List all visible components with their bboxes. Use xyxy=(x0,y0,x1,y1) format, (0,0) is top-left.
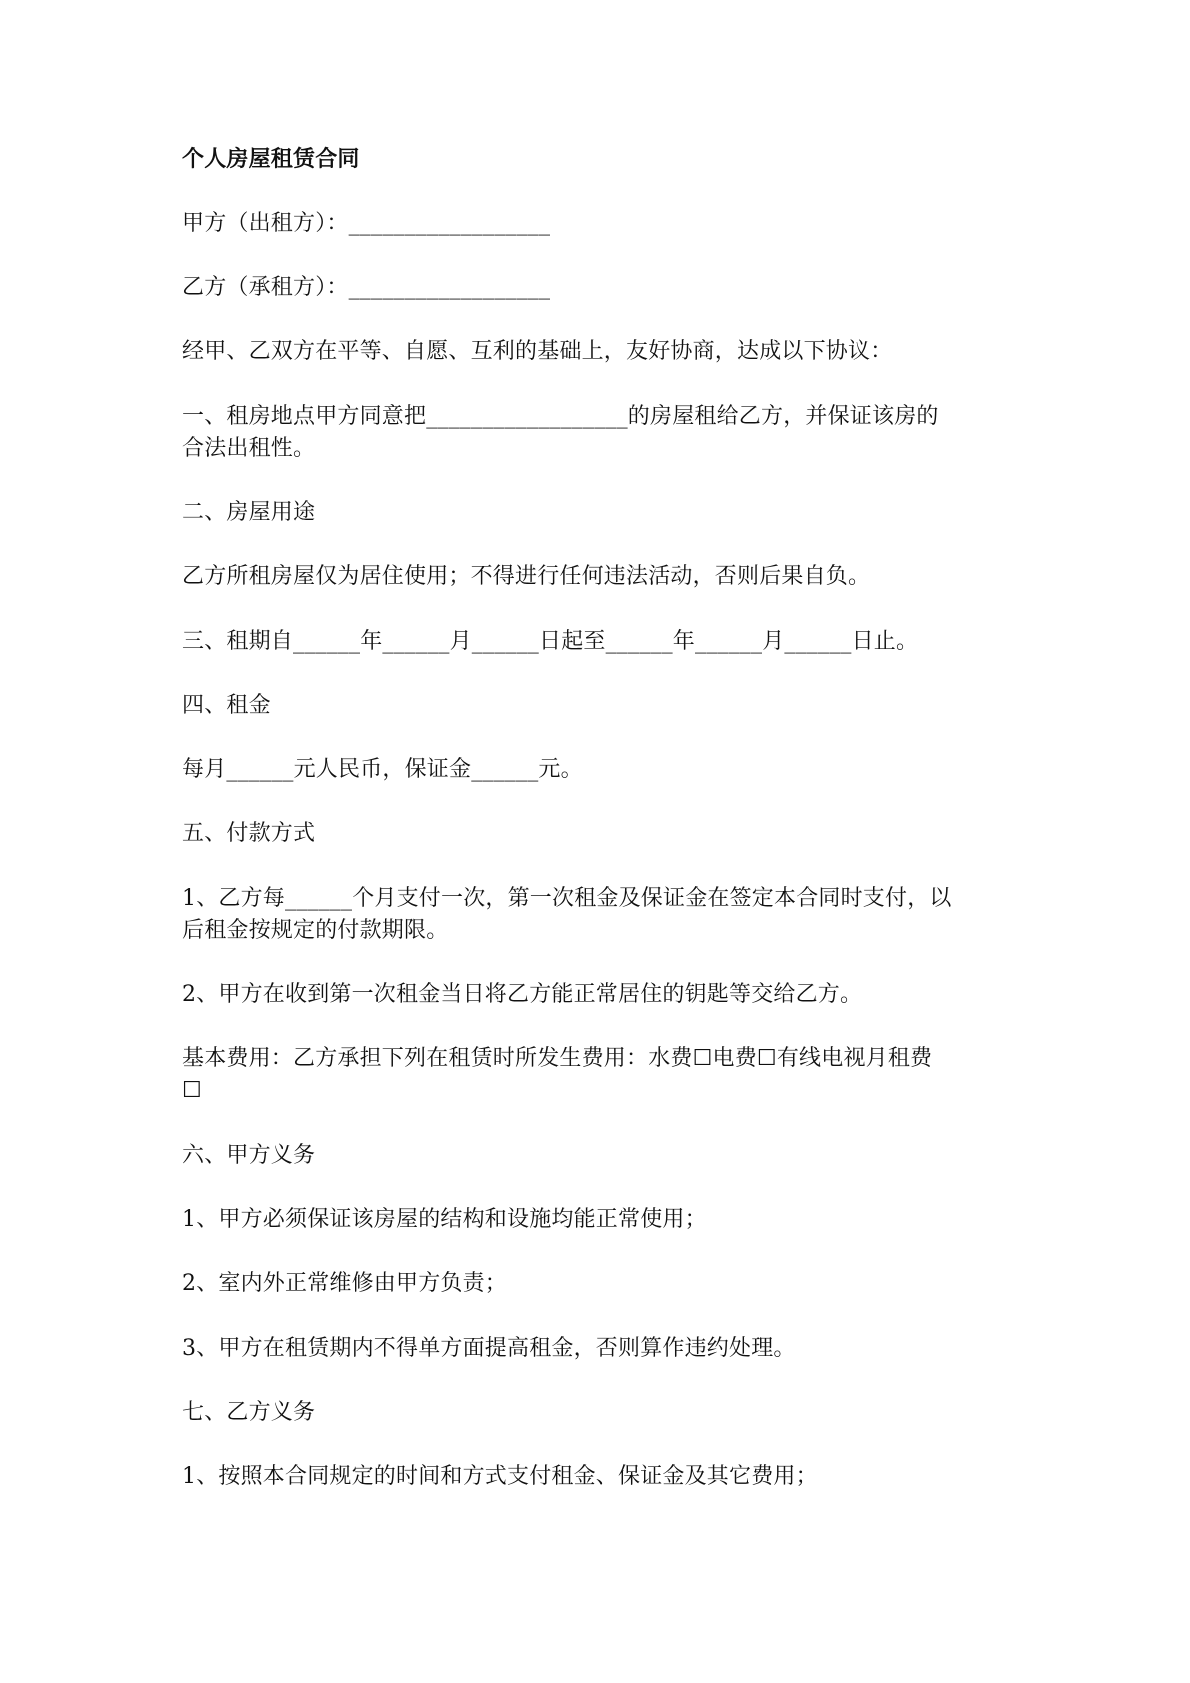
rent-paragraph: 每月______元人民币，保证金______元。 xyxy=(182,757,583,782)
basic-fees-line-1: 基本费用：乙方承担下列在租赁时所发生费用：水费☐电费☐有线电视月租费 xyxy=(182,1046,933,1071)
party-b-line: 乙方（承租方）：__________________ xyxy=(182,275,551,300)
payment-item-1-line-1: 1、乙方每______个月支付一次，第一次租金及保证金在签定本合同时支付，以 xyxy=(182,886,952,911)
basic-fees-line-2: ☐ xyxy=(182,1078,202,1103)
document-title: 个人房屋租赁合同 xyxy=(182,147,360,172)
purpose-paragraph: 乙方所租房屋仅为居住使用；不得进行任何违法活动，否则后果自负。 xyxy=(182,564,871,589)
section-heading-payment: 五、付款方式 xyxy=(182,821,316,846)
payment-item-1-line-2: 后租金按规定的付款期限。 xyxy=(182,918,449,943)
section-heading-party-a-duties: 六、甲方义务 xyxy=(182,1143,316,1168)
party-b-duty-1: 1、按照本合同规定的时间和方式支付租金、保证金及其它费用； xyxy=(182,1464,818,1489)
section-heading-rent: 四、租金 xyxy=(182,693,271,718)
party-a-line: 甲方（出租方）：__________________ xyxy=(182,211,551,236)
lease-term-paragraph: 三、租期自______年______月______日起至______年______月______日止。 xyxy=(182,629,919,654)
preamble-paragraph: 经甲、乙双方在平等、自愿、互利的基础上，友好协商，达成以下协议： xyxy=(182,339,893,364)
payment-item-2: 2、甲方在收到第一次租金当日将乙方能正常居住的钥匙等交给乙方。 xyxy=(182,982,863,1007)
section-heading-party-b-duties: 七、乙方义务 xyxy=(182,1400,316,1425)
party-a-duty-1: 1、甲方必须保证该房屋的结构和设施均能正常使用； xyxy=(182,1207,707,1232)
clause-1-line-2: 合法出租性。 xyxy=(182,436,316,461)
party-a-duty-2: 2、室内外正常维修由甲方负责； xyxy=(182,1271,507,1296)
party-a-duty-3: 3、甲方在租赁期内不得单方面提高租金，否则算作违约处理。 xyxy=(182,1336,796,1361)
section-heading-purpose: 二、房屋用途 xyxy=(182,500,316,525)
clause-1-line-1: 一、租房地点甲方同意把__________________的房屋租给乙方，并保证该房的 xyxy=(182,404,939,429)
